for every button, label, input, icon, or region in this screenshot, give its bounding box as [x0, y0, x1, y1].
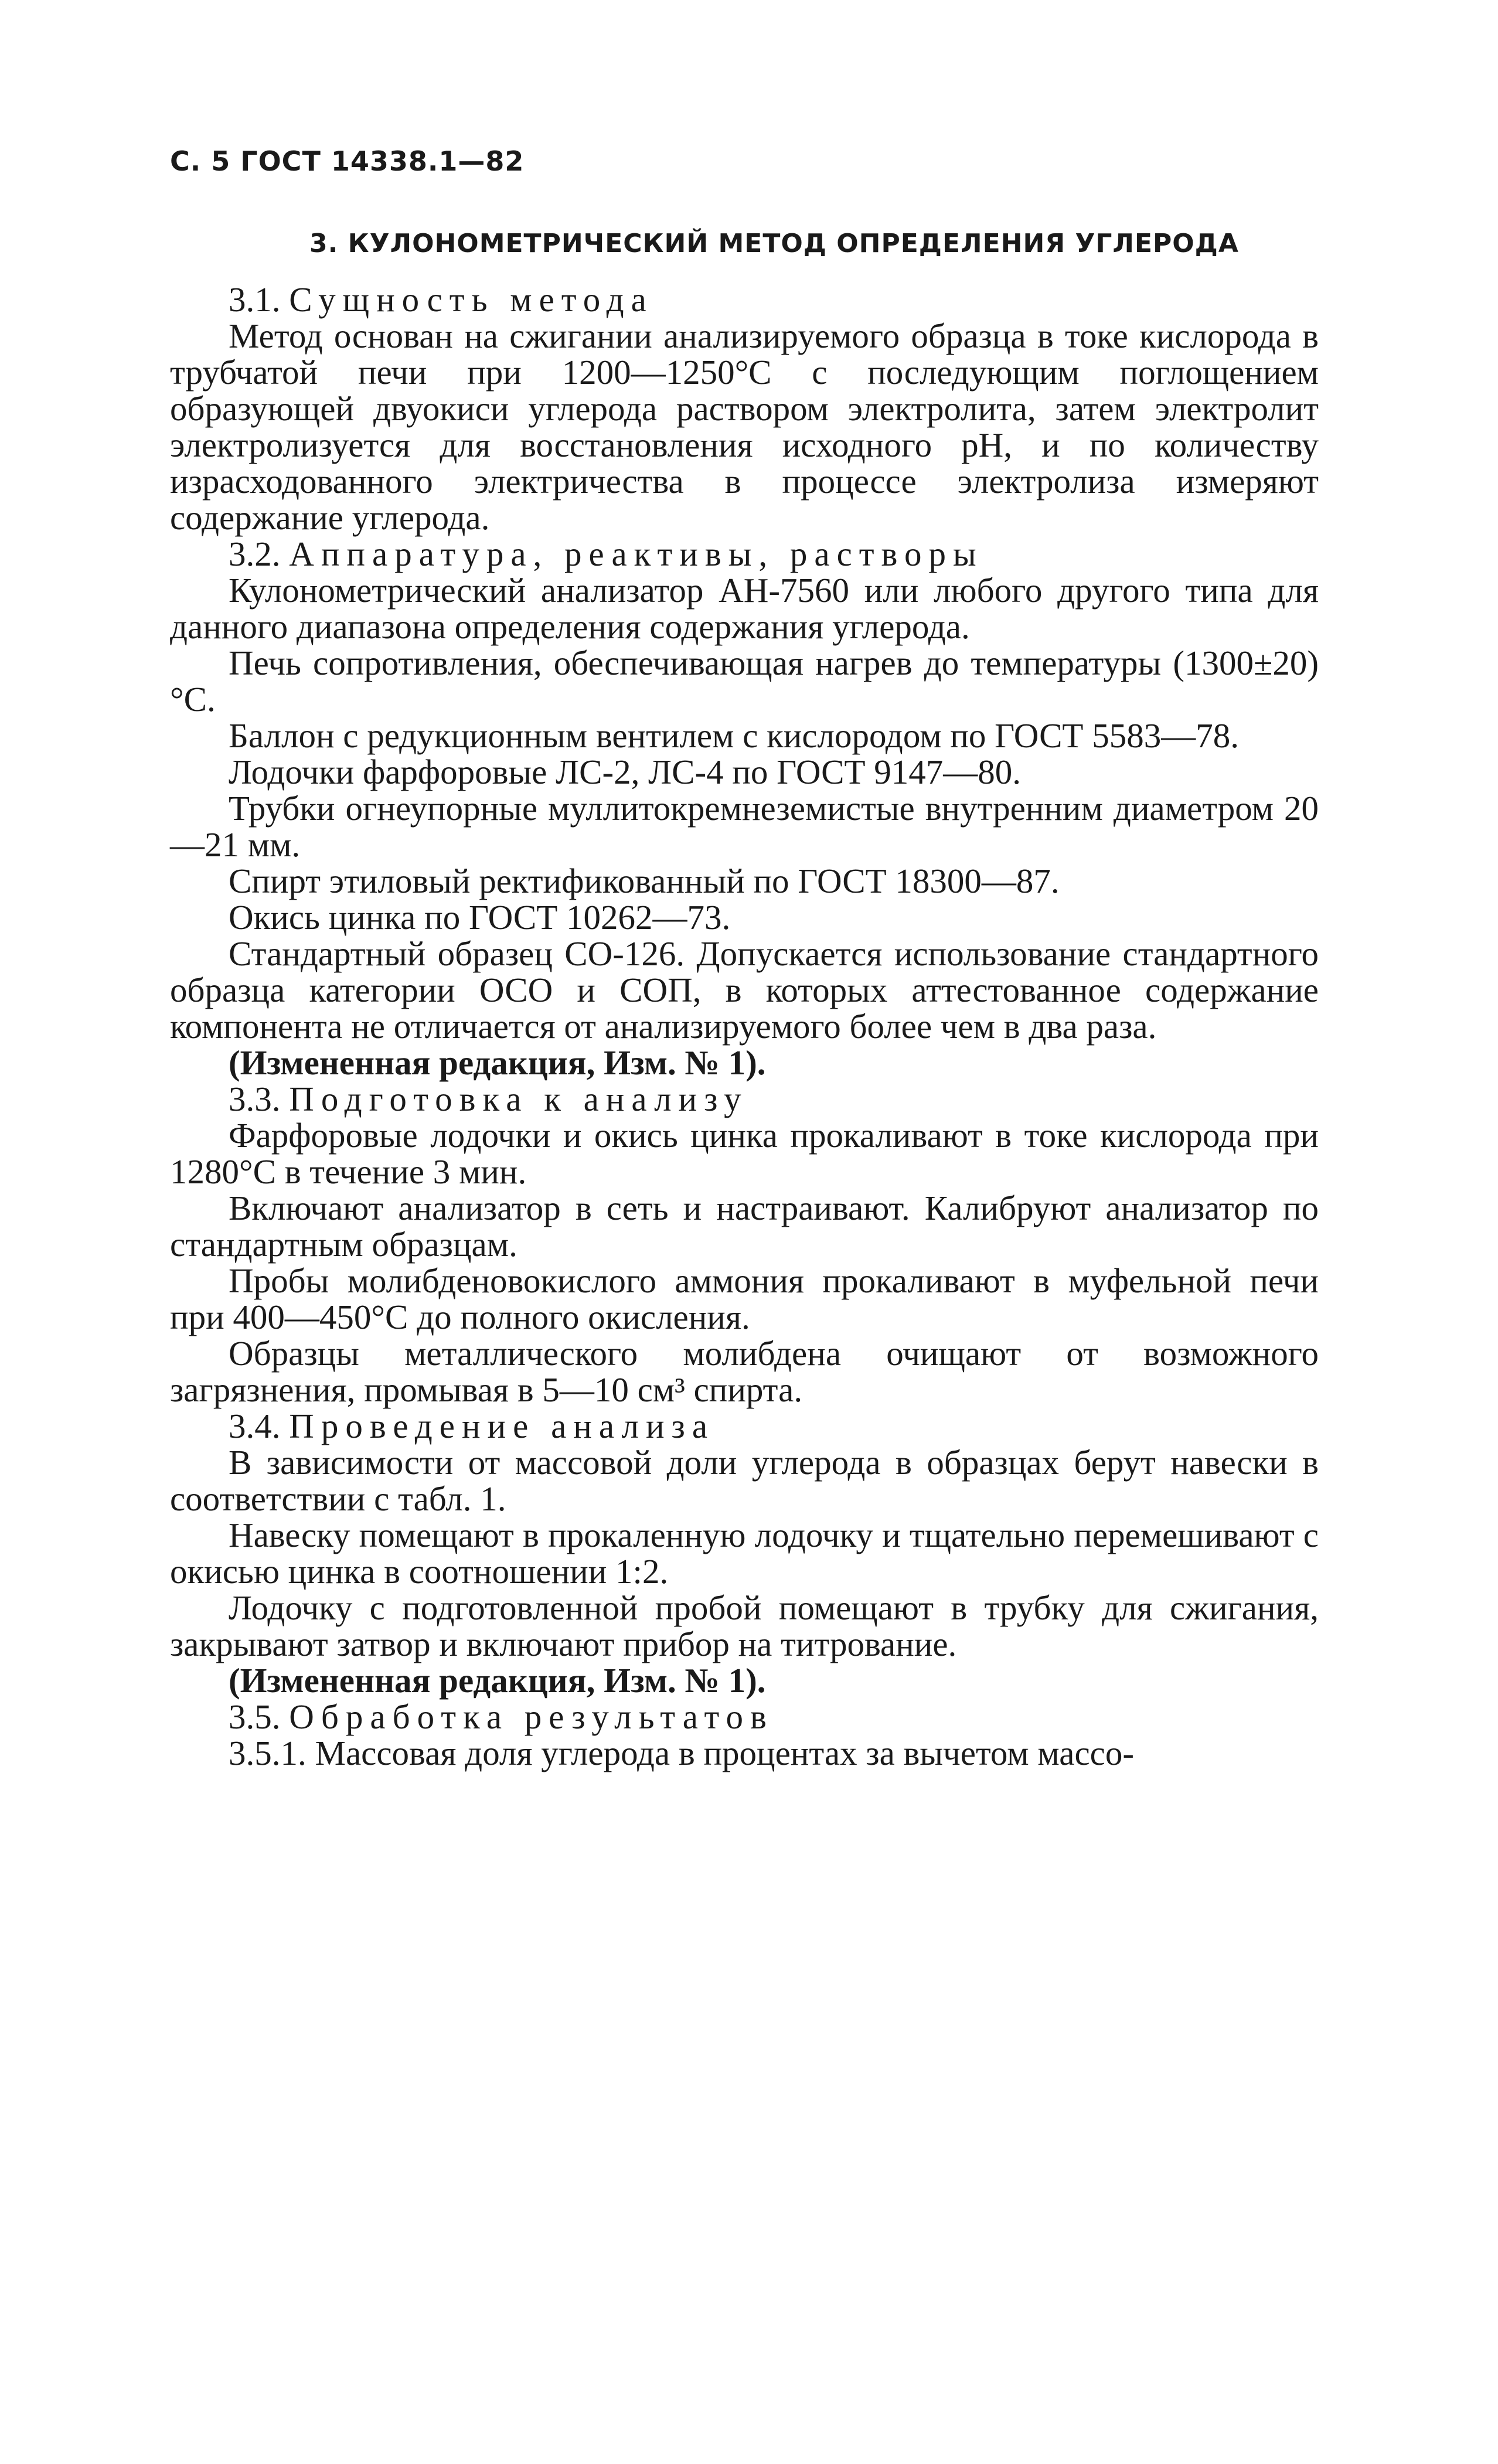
paragraph: Окись цинка по ГОСТ 10262—73.	[229, 898, 731, 937]
paragraph: Трубки огнеупорные муллитокремнеземистые внутренним диаметром 20—21 мм.	[170, 789, 1319, 864]
paragraph: Лодочку с подготовленной пробой помещают в трубку для сжигания, закрывают затвор и включают прибор на титрование.	[170, 1588, 1319, 1663]
paragraph: Метод основан на сжигании анализируемого образца в токе кислорода в трубчатой печи при 1200—1250°С с последующим поглощением образующей двуокиси углерода раствором электролита, затем электролит электролизуется для восстановления исходного рН, и по количеству израсходованного электричества в процессе электролиза измеряют содержание углерода.	[170, 316, 1319, 537]
subsection-heading: 3.1. Сущность метода	[229, 280, 653, 319]
paragraph: Навеску помещают в прокаленную лодочку и тщательно перемешивают с окисью цинка в соотношении 1:2.	[170, 1516, 1319, 1591]
section-title: 3. КУЛОНОМЕТРИЧЕСКИЙ МЕТОД ОПРЕДЕЛЕНИЯ УГЛЕРОДА	[309, 229, 1239, 258]
subsection-heading: 3.3. Подготовка к анализу	[229, 1080, 748, 1118]
paragraph: Спирт этиловый ректификованный по ГОСТ 18300—87.	[229, 862, 1060, 900]
paragraph: Стандартный образец СО-126. Допускается использование стандартного образца категории ОСО и СОП, в которых аттестованное содержание компонента не отличается от анализируемого более чем в два раза.	[170, 934, 1319, 1046]
paragraph: В зависимости от массовой доли углерода в образцах берут навески в соответствии с табл. 1.	[170, 1443, 1319, 1518]
subsection-heading: 3.2. Аппаратура, реактивы, растворы	[229, 535, 983, 573]
paragraph: Фарфоровые лодочки и окись цинка прокаливают в токе кислорода при 1280°С в течение 3 мин.	[170, 1116, 1319, 1191]
amendment-note: (Измененная редакция, Изм. № 1).	[229, 1661, 766, 1700]
paragraph: Печь сопротивления, обеспечивающая нагрев до температуры (1300±20)°С.	[170, 644, 1319, 719]
subsection-heading: 3.4. Проведение анализа	[229, 1407, 715, 1445]
paragraph: 3.5.1. Массовая доля углерода в процентах за вычетом массо-	[229, 1734, 1135, 1772]
paragraph: Включают анализатор в сеть и настраивают. Калибруют анализатор по стандартным образцам.	[170, 1189, 1319, 1264]
subsection-heading: 3.5. Обработка результатов	[229, 1697, 774, 1736]
paragraph: Образцы металлического молибдена очищают от возможного загрязнения, промывая в 5—10 см³ спирта.	[170, 1334, 1319, 1409]
page-header: С. 5 ГОСТ 14338.1—82	[170, 145, 525, 177]
paragraph: Лодочки фарфоровые ЛС-2, ЛС-4 по ГОСТ 9147—80.	[229, 753, 1022, 791]
document-body	[170, 281, 1319, 1771]
paragraph: Пробы молибденовокислого аммония прокаливают в муфельной печи при 400—450°С до полного окисления.	[170, 1261, 1319, 1336]
paragraph: Кулонометрический анализатор АН-7560 или любого другого типа для данного диапазона определения содержания углерода.	[170, 571, 1319, 646]
document-page	[170, 0, 1319, 2464]
paragraph: Баллон с редукционным вентилем с кислородом по ГОСТ 5583—78.	[229, 716, 1239, 755]
amendment-note: (Измененная редакция, Изм. № 1).	[229, 1043, 766, 1082]
